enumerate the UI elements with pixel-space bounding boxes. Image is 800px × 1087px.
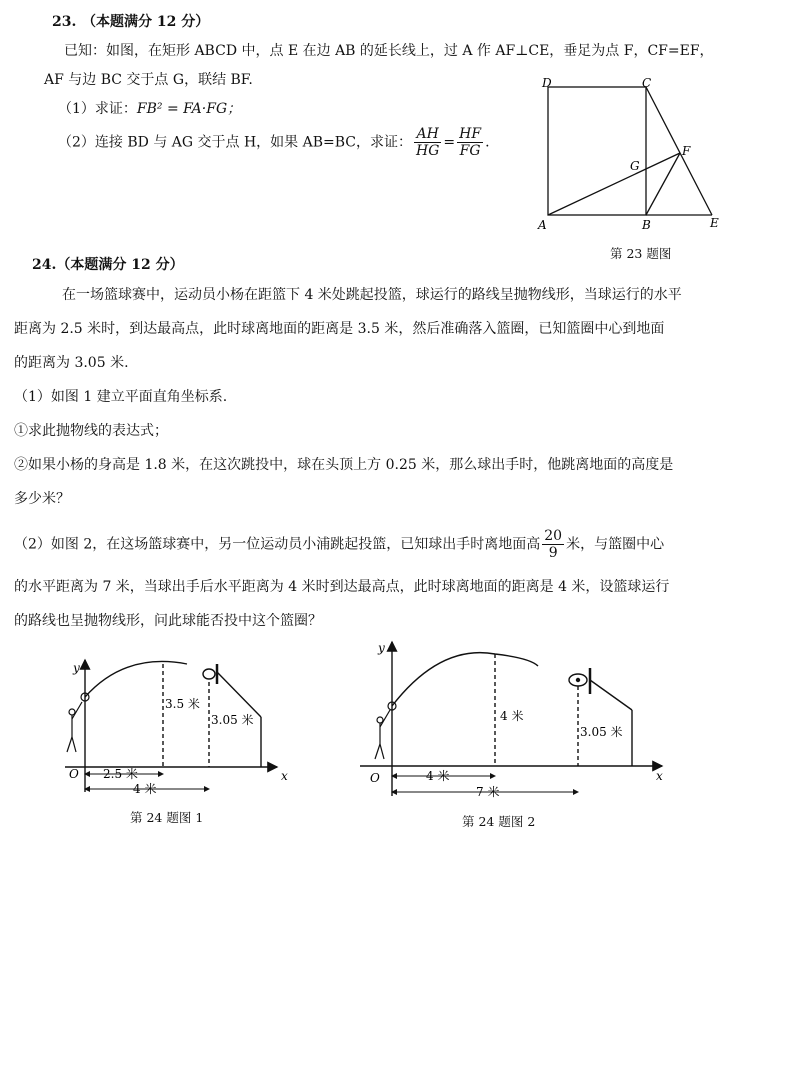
peak-height-label: 4 米 — [500, 709, 524, 723]
q23-given-line2: AF 与边 BC 交于点 G，联结 BF. — [44, 72, 253, 88]
point-c: C — [642, 76, 652, 90]
q24-figure1 — [55, 652, 295, 802]
q23-frac1-den: HG — [416, 143, 440, 159]
axis-y-label: y — [73, 661, 80, 675]
q23-part1 — [58, 99, 241, 119]
q24-para3: 的距离为 3.05 米. — [14, 355, 129, 371]
point-f: F — [682, 144, 691, 158]
q24-frac-den: 9 — [548, 545, 558, 561]
point-g: G — [630, 159, 640, 173]
q24-frac-num: 20 — [544, 528, 563, 544]
q24-heading: 24.（本题满分 12 分） — [32, 257, 184, 273]
q24-figure2 — [340, 634, 680, 804]
origin-label: O — [370, 771, 380, 785]
rectangle-abcd — [548, 87, 646, 215]
q24-part2-line1 — [14, 528, 664, 561]
q24-sub2: ②如果小杨的身高是 1.8 米，在这次跳投中，球在头顶上方 0.25 米，那么球出手时，他跳离地面的高度是 — [14, 457, 674, 473]
point-d: D — [542, 76, 552, 90]
q24-sub1: ①求此抛物线的表达式； — [14, 423, 168, 439]
q24-para1: 在一场篮球赛中，运动员小杨在距篮下 4 米处跳起投篮，球运行的路线呈抛物线形，当球运行的水平 — [62, 287, 682, 303]
player-icon — [375, 710, 390, 759]
q24-part2-line2: 的水平距离为 7 米，当球出手后水平距离为 4 米时到达最高点，此时球离地面的距离是 4 米，设篮球运行 — [14, 579, 670, 595]
ball-trajectory — [392, 653, 538, 706]
rim-height-label: 3.05 米 — [580, 725, 623, 739]
dist-rim-label: 4 米 — [133, 782, 157, 796]
q23-part2 — [58, 126, 490, 159]
dist-peak-label: 2.5 米 — [103, 767, 138, 781]
dist-peak-label: 4 米 — [426, 769, 450, 783]
q23-part1-prefix: （1）求证： — [58, 101, 137, 117]
q24-figure2-caption: 第 24 题图 2 — [462, 814, 536, 829]
dist-rim-label: 7 米 — [476, 785, 500, 799]
q23-part2-prefix: （2）连接 BD 与 AG 交于点 H，如果 AB=BC，求证： — [58, 134, 413, 151]
q24-figure1-caption: 第 24 题图 1 — [130, 810, 204, 825]
q23-part1-formula: FB² = FA·FG； — [136, 101, 242, 117]
q24-part2-a: （2）如图 2，在这场篮球赛中，另一位运动员小浦跳起投篮，已知球出手时离地面高 — [14, 536, 541, 553]
rim-center-dot — [576, 678, 580, 682]
axis-x-label: x — [656, 769, 663, 783]
origin-label: O — [69, 767, 79, 781]
player-icon — [67, 702, 82, 752]
axis-y-label: y — [378, 641, 385, 655]
rim-height-label: 3.05 米 — [211, 713, 254, 727]
basket-rim-icon — [203, 669, 215, 679]
q24-part2-b: 米，与篮圈中心 — [566, 536, 665, 553]
backboard-support — [590, 680, 632, 710]
backboard-support — [217, 672, 261, 717]
point-a: A — [538, 218, 547, 232]
point-b: B — [642, 218, 651, 232]
q23-frac-ah-hg — [414, 126, 441, 159]
segment-bf — [646, 153, 680, 215]
q23-given-line1: 已知：如图，在矩形 ABCD 中，点 E 在边 AB 的延长线上，过 A 作 AF⊥CE，垂足为点 F，CF=EF， — [64, 43, 714, 59]
q23-frac1-num: AH — [414, 126, 441, 143]
segment-af — [548, 153, 680, 215]
q23-frac2-den: FG — [459, 143, 481, 159]
q24-part1: （1）如图 1 建立平面直角坐标系. — [14, 389, 228, 405]
q24-part2-line3: 的路线也呈抛物线形，问此球能否投中这个篮圈？ — [14, 613, 322, 629]
q23-period: . — [485, 134, 490, 151]
q23-frac-hf-fg — [457, 126, 483, 159]
peak-height-label: 3.5 米 — [165, 697, 200, 711]
q23-figure — [530, 75, 740, 235]
ball-trajectory — [85, 661, 187, 697]
q23-frac2-num: HF — [459, 126, 482, 142]
q24-frac-20-9 — [542, 528, 564, 561]
point-e: E — [710, 216, 719, 230]
axis-x-label: x — [281, 769, 288, 783]
q23-figure-caption: 第 23 题图 — [610, 246, 672, 261]
q23-heading: （本题满分 12 分） — [82, 14, 210, 30]
q23-number: 23. — [52, 14, 77, 30]
q24-sub2b: 多少米？ — [14, 491, 70, 507]
q23-equals: = — [443, 134, 456, 151]
q24-para2: 距离为 2.5 米时，到达最高点，此时球离地面的距离是 3.5 米，然后准确落入篮圈，已知篮圈中心到地面 — [14, 321, 665, 337]
